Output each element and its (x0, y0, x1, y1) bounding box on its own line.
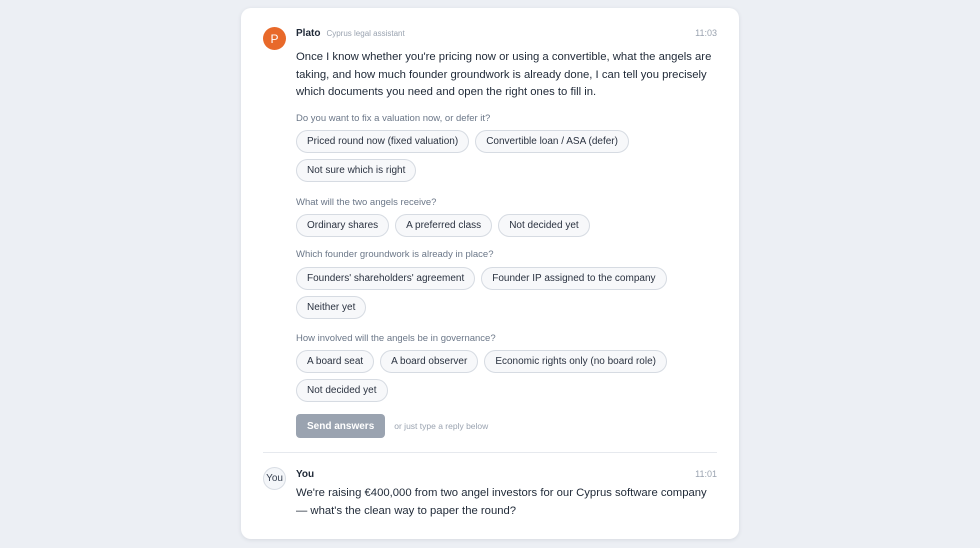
option-board-seat[interactable]: A board seat (296, 350, 374, 373)
assistant-role: Cyprus legal assistant (326, 29, 405, 38)
send-answers-button[interactable]: Send answers (296, 414, 385, 438)
user-name: You (296, 469, 315, 480)
send-row (296, 414, 488, 438)
question-valuation: Do you want to fix a valuation now, or defer it? (296, 113, 491, 124)
option-founder-ip[interactable]: Founder IP assigned to the company (481, 267, 666, 290)
option-not-decided-shares[interactable]: Not decided yet (498, 214, 590, 237)
option-preferred-class[interactable]: A preferred class (395, 214, 492, 237)
option-ordinary-shares[interactable]: Ordinary shares (296, 214, 389, 237)
option-board-observer[interactable]: A board observer (380, 350, 478, 373)
chat-card (241, 8, 739, 539)
user-header (296, 469, 717, 480)
options-governance (296, 350, 721, 402)
question-angels-receive: What will the two angels receive? (296, 197, 437, 208)
question-governance: How involved will the angels be in governance? (296, 333, 496, 344)
option-founders-sha[interactable]: Founders' shareholders' agreement (296, 267, 475, 290)
options-groundwork (296, 267, 721, 319)
user-avatar (263, 467, 286, 490)
assistant-avatar-letter: P (270, 31, 279, 46)
option-not-decided-governance[interactable]: Not decided yet (296, 379, 388, 402)
assistant-intro-text: Once I know whether you're pricing now or using a convertible, what the angels are taking, and how much founder groundwork is already done, I can tell you precisely which documents you need and open the right ones to fill in. (296, 51, 712, 98)
message-divider (263, 452, 717, 453)
assistant-name: Plato (296, 28, 321, 39)
option-convertible[interactable]: Convertible loan / ASA (defer) (475, 130, 629, 153)
user-avatar-label: You (266, 473, 283, 484)
assistant-header (296, 28, 717, 39)
reply-hint: or just type a reply below (394, 421, 489, 431)
option-not-sure[interactable]: Not sure which is right (296, 159, 416, 182)
options-valuation (296, 130, 721, 182)
user-message-text: We're raising €400,000 from two angel investors for our Cyprus software company — what's the clean way to paper the round? (296, 487, 707, 517)
assistant-timestamp: 11:03 (695, 28, 717, 38)
assistant-avatar (263, 27, 286, 50)
options-angels-receive (296, 214, 721, 237)
question-groundwork: Which founder groundwork is already in place? (296, 249, 494, 260)
option-neither[interactable]: Neither yet (296, 296, 366, 319)
user-timestamp: 11:01 (695, 469, 717, 479)
option-priced-round[interactable]: Priced round now (fixed valuation) (296, 130, 469, 153)
option-economic-rights[interactable]: Economic rights only (no board role) (484, 350, 667, 373)
